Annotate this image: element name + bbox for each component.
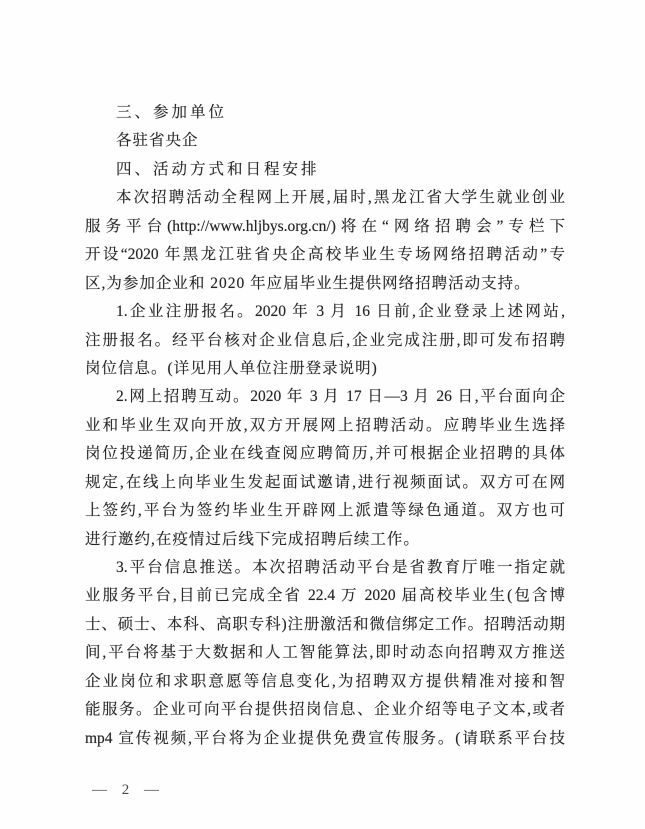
doc-line: 各驻省央企 [116, 132, 199, 150]
doc-line: 进行邀约,在疫情过后线下完成招聘后续工作。 [85, 530, 420, 548]
doc-line: 士、硕士、本科、高职专科)注册激活和微信绑定工作。招聘活动期 [85, 615, 565, 633]
doc-line: 企业岗位和求职意愿等信息变化,为招聘双方提供精准对接和智 [85, 672, 565, 690]
doc-line: 注册报名。经平台核对企业信息后,企业完成注册,即可发布招聘 [85, 331, 565, 349]
doc-line: 岗位信息。(详见用人单位注册登录说明) [85, 359, 378, 377]
doc-line: mp4 宣传视频,平台将为企业提供免费宣传服务。(请联系平台技 [85, 729, 565, 747]
doc-line: 开设“2020 年黑龙江驻省央企高校毕业生专场网络招聘活动”专 [85, 246, 565, 264]
doc-line: 能服务。企业可向平台提供招岗信息、企业介绍等电子文本,或者 [85, 701, 565, 719]
doc-line: 规定,在线上向毕业生发起面试邀请,进行视频面试。双方可在网 [85, 473, 565, 491]
doc-line: 岗位投递简历,企业在线查阅应聘简历,并可根据企业招聘的具体 [85, 445, 565, 463]
page-number: — 2 — [92, 782, 161, 798]
doc-line: 服务平台(http://www.hljbys.org.cn/)将在“网络招聘会”专栏下 [85, 217, 565, 235]
doc-line: 业服务平台,目前已完成全省 22.4 万 2020 届高校毕业生(包含博 [85, 587, 565, 605]
doc-line: 上签约,平台为签约毕业生开辟网上派遣等绿色通道。双方也可 [85, 502, 565, 520]
doc-line: 间,平台将基于大数据和人工智能算法,即时动态向招聘双方推送 [85, 644, 565, 662]
doc-line: 区,为参加企业和 2020 年应届毕业生提供网络招聘活动支持。 [85, 274, 531, 292]
doc-line: 业和毕业生双向开放,双方开展网上招聘活动。应聘毕业生选择 [85, 416, 565, 434]
doc-line: 本次招聘活动全程网上开展,届时,黑龙江省大学生就业创业 [116, 189, 565, 207]
section-heading-3: 三、参加单位 [116, 104, 228, 121]
doc-line: 3.平台信息推送。本次招聘活动平台是省教育厅唯一指定就 [116, 559, 565, 576]
doc-line: 2.网上招聘互动。2020 年 3 月 17 日—3 月 26 日,平台面向企 [116, 388, 565, 406]
section-heading-4: 四、活动方式和日程安排 [116, 160, 320, 178]
document-body [85, 99, 565, 753]
doc-line: 1.企业注册报名。2020 年 3 月 16 日前,企业登录上述网站, [116, 303, 565, 321]
